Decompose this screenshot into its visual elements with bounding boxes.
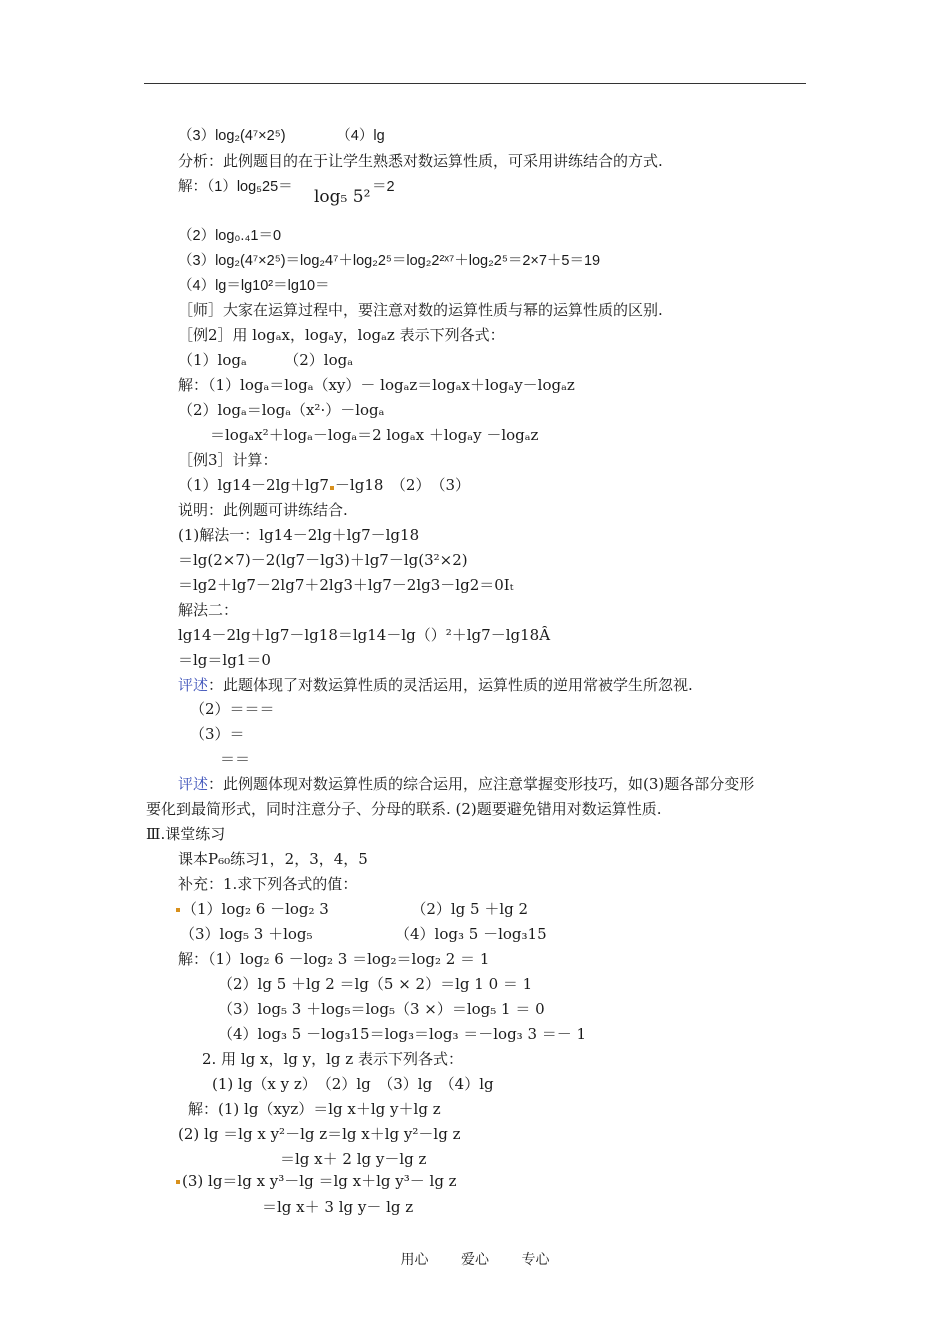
text-line: （4）log₃ 5 －log₃15＝log₃＝log₃ ＝－log₃ 3 ＝－ 1 xyxy=(218,1025,587,1043)
text-segment: ：此题体现了对数运算性质的灵活运用，运算性质的逆用常被学生所忽视. xyxy=(208,676,693,694)
text-line: ＝logₐx²＋logₐ－logₐ＝2 logₐx ＋logₐy －logₐz xyxy=(210,426,539,444)
text-line: （2）log₀.₄1＝0 xyxy=(178,228,282,244)
page-footer xyxy=(0,1249,950,1269)
text-line: 2. 用 lg x，lg y，lg z 表示下列各式： xyxy=(202,1050,463,1068)
footer-text: 专心 xyxy=(521,1252,550,1268)
text-line: ＝lg＝lg1＝0 xyxy=(178,651,271,669)
text-line: ＝lg x＋ 2 lg y－lg z xyxy=(280,1150,427,1168)
text-line: (1) lg（x y z） （2）lg （3）lg （4）lg xyxy=(212,1075,494,1093)
marker-dot xyxy=(330,486,334,490)
text-line: （2）logₐ＝logₐ（x²·）－logₐ xyxy=(178,401,385,419)
text-line: 要化到最简形式，同时注意分子、分母的联系. (2)题要避免错用对数运算性质. xyxy=(146,800,662,818)
text-line xyxy=(176,900,528,918)
text-line xyxy=(176,1172,457,1190)
text-line: （3）log₂(4⁷×2⁵) （4）lg xyxy=(178,128,385,144)
text-segment: ：此例题体现对数运算性质的综合运用，应注意掌握变形技巧，如(3)题各部分变形 xyxy=(208,775,755,793)
text-line: 解：（1）log₂ 6 －log₂ 3 ＝log₂＝log₂ 2 ＝ 1 xyxy=(178,950,490,968)
text-line: (1)解法一：lg14－2lg＋lg7－lg18 xyxy=(178,526,420,544)
text-line: （3）log₅ 3 ＋log₅ （4）log₃ 5 －log₃15 xyxy=(180,925,547,943)
text-line: (2) lg ＝lg x y²－lg z＝lg x＋lg y²－lg z xyxy=(178,1125,461,1143)
text-line xyxy=(178,676,693,694)
text-segment: －lg18 （2） （3） xyxy=(334,476,470,494)
text-line: ＝lg(2×7)－2(lg7－lg3)＋lg7－lg(3²×2) xyxy=(178,551,468,569)
text-line: （4）lg＝lg10²＝lg10＝ xyxy=(178,278,330,294)
text-line: ＝2 xyxy=(372,179,395,195)
text-line: ［例2］用 logₐx，logₐy，logₐz 表示下列各式： xyxy=(178,326,505,344)
text-line: 分析：此例题目的在于让学生熟悉对数运算性质，可采用讲练结合的方式. xyxy=(178,152,663,170)
log-expression: log₅ 5² xyxy=(314,187,371,207)
text-line: （2）＝＝＝ xyxy=(190,700,275,718)
text-line xyxy=(178,476,470,494)
text-line: （2）lg 5 ＋lg 2 ＝lg（5 × 2）＝lg 1 0 ＝ 1 xyxy=(218,975,533,993)
text-line: lg14－2lg＋lg7－lg18＝lg14－lg（）²＋lg7－lg18Ȃ xyxy=(178,626,551,644)
text-segment: (3) lg＝lg x y³－lg ＝lg x＋lg y³－ lg z xyxy=(182,1172,457,1190)
text-line: ［例3］计算： xyxy=(178,451,278,469)
text-line: （3）log₅ 3 ＋log₅＝log₅（3 ×）＝log₅ 1 ＝ 0 xyxy=(218,1000,545,1018)
text-segment: （1）log₂ 6 －log₂ 3 （2）lg 5 ＋lg 2 xyxy=(182,900,529,918)
header-rule xyxy=(144,83,806,84)
marker-dot xyxy=(176,908,180,912)
footer-text: 爱心 xyxy=(461,1252,489,1268)
comment-label: 评述 xyxy=(178,676,209,694)
text-line: ［师］大家在运算过程中，要注意对数的运算性质与幂的运算性质的区别. xyxy=(178,301,663,319)
section-heading: Ⅲ.课堂练习 xyxy=(146,825,226,843)
text-line: 解：（1）logₐ＝logₐ（xy）－ logₐz＝logₐx＋logₐy－logₐz xyxy=(178,376,575,394)
text-line: ＝lg x＋ 3 lg y－ lg z xyxy=(262,1198,414,1216)
footer-text: 用心 xyxy=(400,1252,429,1268)
text-line: （3）＝ xyxy=(190,725,245,743)
comment-label: 评述 xyxy=(178,775,209,793)
text-line: （3）log₂(4⁷×2⁵)＝log₂4⁷＋log₂2⁵＝log₂2²ˣ⁷＋log₂2⁵＝2×7＋5＝19 xyxy=(178,253,601,269)
text-line: 课本P₆₀练习1，2，3，4，5 xyxy=(178,850,368,868)
text-line: 解：（1）log₅25＝ xyxy=(178,179,293,195)
text-line: ＝＝ xyxy=(220,750,251,768)
text-line: ＝lg2＋lg7－2lg7＋2lg3＋lg7－2lg3－lg2＝0Iₜ xyxy=(178,576,514,594)
text-line: 说明：此例题可讲练结合. xyxy=(178,501,348,519)
marker-dot xyxy=(176,1180,180,1184)
text-line: （1）logₐ （2）logₐ xyxy=(178,351,354,369)
text-line: 补充：1.求下列各式的值： xyxy=(178,875,358,893)
text-line: 解：(1) lg（xyz）＝lg x＋lg y＋lg z xyxy=(188,1100,441,1118)
text-line xyxy=(178,775,754,793)
text-segment: （1）lg14－2lg＋lg7 xyxy=(178,476,329,494)
text-line: 解法二： xyxy=(178,601,239,619)
